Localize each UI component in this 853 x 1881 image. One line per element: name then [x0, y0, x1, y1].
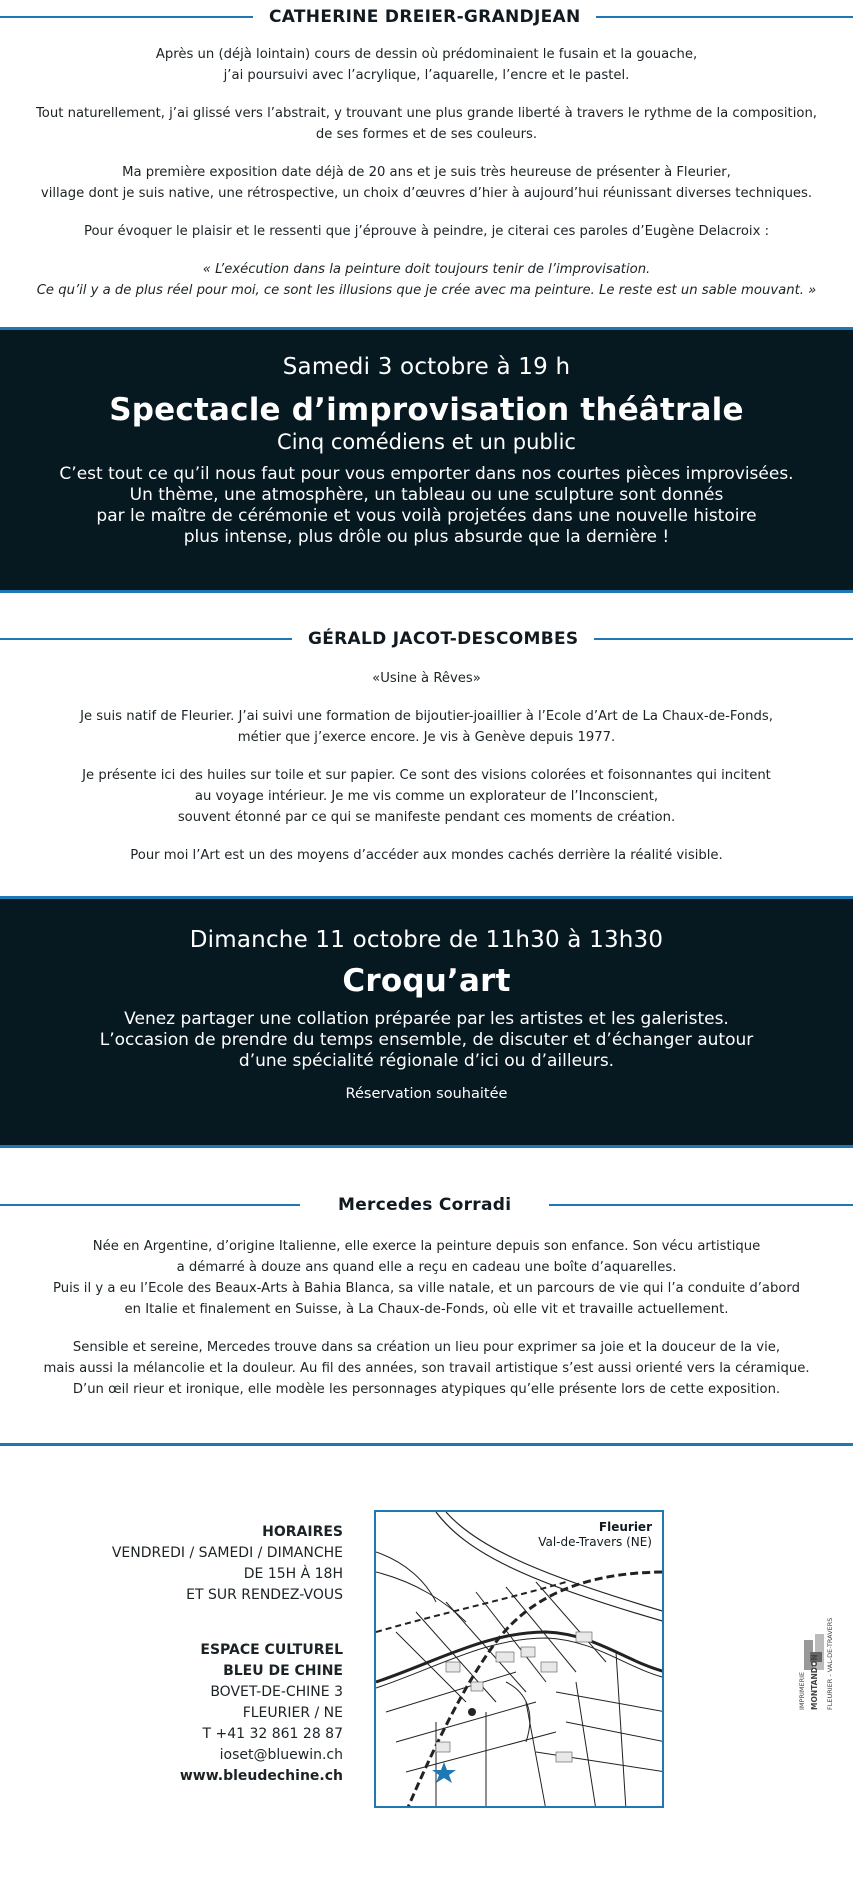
event-band-improvisation [0, 327, 853, 593]
artist-name-mercedes: Mercedes Corradi [338, 1195, 512, 1215]
artist-name-catherine: CATHERINE DREIER-GRANDJEAN [269, 7, 581, 27]
artist-name-gerald: GÉRALD JACOT-DESCOMBES [308, 629, 579, 649]
event-subtitle: Cinq comédiens et un public [277, 430, 576, 454]
hours-title: HORAIRES [262, 1524, 343, 1540]
paragraph: Je suis natif de Fleurier. J’ai suivi une formation de bijoutier-joaillier à l’Ecole d’Art de La Chaux-de-Fonds, métier que j’exerce encore. Je vis à Genève depuis 1977. [80, 709, 773, 745]
heading-rule-left [0, 16, 253, 18]
hours-block: HORAIRES VENDREDI / SAMEDI / DIMANCHE DE 15H À 18H ET SUR RENDEZ-VOUS [111, 1524, 343, 1603]
event-description: Venez partager une collation préparée par les artistes et les galeristes. L’occasion de prendre du temps ensemble, de discuter et d’échanger autour d’une spécialité régionale d’ici ou d’ailleurs. [99, 1009, 754, 1071]
paragraph: Tout naturellement, j’ai glissé vers l’abstrait, y trouvant une plus grande liberté à travers le rythme de la composition, de ses formes et de ses couleurs. [36, 106, 817, 142]
map-graphic [376, 1512, 664, 1808]
paragraph: Née en Argentine, d’origine Italienne, elle exerce la peinture depuis son enfance. Son vécu artistique a démarré à douze ans quand elle a reçu en cadeau une boîte d’aquarelles. Puis il y a eu l’Ecole des Beaux-Arts à Bahia Blanca, sa ville natale, et un parcours de vie qui l’a conduite d’abord en Italie et finalement en Suisse, à La Chaux-de-Fonds, où elle vit et travaille actuellement. [53, 1239, 800, 1317]
map-legend [536, 1520, 654, 1550]
catherine-text [0, 44, 853, 318]
printer-name-2: MONTANDON [810, 1654, 819, 1710]
event-date: Dimanche 11 octobre de 11h30 à 13h30 [189, 927, 664, 953]
paragraph: Sensible et sereine, Mercedes trouve dans sa création un lieu pour exprimer sa joie et la douceur de la vie, mais aussi la mélancolie et la douleur. Au fil des années, son travail artistique s’est aussi orienté vers la céramique. D’un œil rieur et ironique, elle modèle les personnages atypiques qu’elle présente lors de cette exposition. [43, 1340, 810, 1397]
delacroix-quote: « L’exécution dans la peinture doit toujours tenir de l’improvisation. Ce qu’il y a de plus réel pour moi, ce sont les illusions que je crée avec ma peinture. Le reste est un sable mouvant. » [36, 262, 817, 298]
map-town: Fleurier [598, 1520, 652, 1534]
section-heading-mercedes [0, 1194, 853, 1216]
map-region: Val-de-Travers (NE) [538, 1535, 652, 1549]
phone-number: T +41 32 861 28 87 [202, 1726, 343, 1742]
printer-logo [796, 1590, 836, 1720]
heading-rule-right [594, 638, 853, 640]
heading-rule-right [596, 16, 853, 18]
event-title: Croqu’art [342, 963, 511, 999]
website-link[interactable]: www.bleudechine.ch [179, 1768, 343, 1784]
venue-block: ESPACE CULTUREL BLEU DE CHINE BOVET-DE-CHINE 3 FLEURIER / NE T +41 32 861 28 87 ioset@bluewin.ch www.bleudechine.ch [112, 1640, 343, 1787]
map-point-marker [468, 1708, 476, 1716]
paragraph: Je présente ici des huiles sur toile et sur papier. Ce sont des visions colorées et foisonnantes qui incitent au voyage intérieur. Je me vis comme un explorateur de l’Inconscient, souvent étonné par ce qui se manifeste pendant ces moments de création. [82, 768, 771, 825]
paragraph: Après un (déjà lointain) cours de dessin où prédominaient le fusain et la gouache, j’ai poursuivi avec l’acrylique, l’aquarelle, l’encre et le pastel. [155, 47, 698, 83]
event-description: C’est tout ce qu’il nous faut pour vous emporter dans nos courtes pièces improvisées. Un thème, une atmosphère, un tableau ou une sculpture sont donnés par le maître de cérémonie et vous voilà projetées dans une nouvelle histoire plus intense, plus drôle ou plus absurde que la dernière ! [59, 464, 794, 547]
event-date: Samedi 3 octobre à 19 h [282, 354, 571, 380]
email-link[interactable]: ioset@bluewin.ch [219, 1747, 343, 1763]
heading-rule-left [0, 638, 292, 640]
event-band-croquart [0, 896, 853, 1148]
heading-rule-right [549, 1204, 853, 1206]
paragraph: Pour évoquer le plaisir et le ressenti que j’éprouve à peindre, je citerai ces paroles d’Eugène Delacroix : [83, 224, 770, 239]
gerald-text [0, 668, 853, 883]
footer-separator [0, 1443, 853, 1446]
printer-name-3: FLEURIER - VAL-DE-TRAVERS [826, 1617, 834, 1710]
paragraph: Ma première exposition date déjà de 20 ans et je suis très heureuse de présenter à Fleurier, village dont je suis native, une rétrospective, un choix d’œuvres d’hier à aujourd’hui réunissant diverses techniques. [40, 165, 813, 201]
event-title: Spectacle d’improvisation théâtrale [109, 392, 744, 428]
location-map [374, 1510, 664, 1808]
opening-info [112, 1522, 343, 1787]
section-heading-gerald [0, 628, 853, 650]
section-heading-catherine [0, 6, 853, 28]
heading-rule-left [0, 1204, 300, 1206]
paragraph: Pour moi l’Art est un des moyens d’accéder aux mondes cachés derrière la réalité visible. [130, 848, 723, 863]
reservation-note: Réservation souhaitée [345, 1086, 508, 1102]
mercedes-text [0, 1236, 853, 1417]
paragraph: «Usine à Rêves» [372, 671, 481, 686]
printer-name-1: IMPRIMERIE [798, 1671, 806, 1710]
